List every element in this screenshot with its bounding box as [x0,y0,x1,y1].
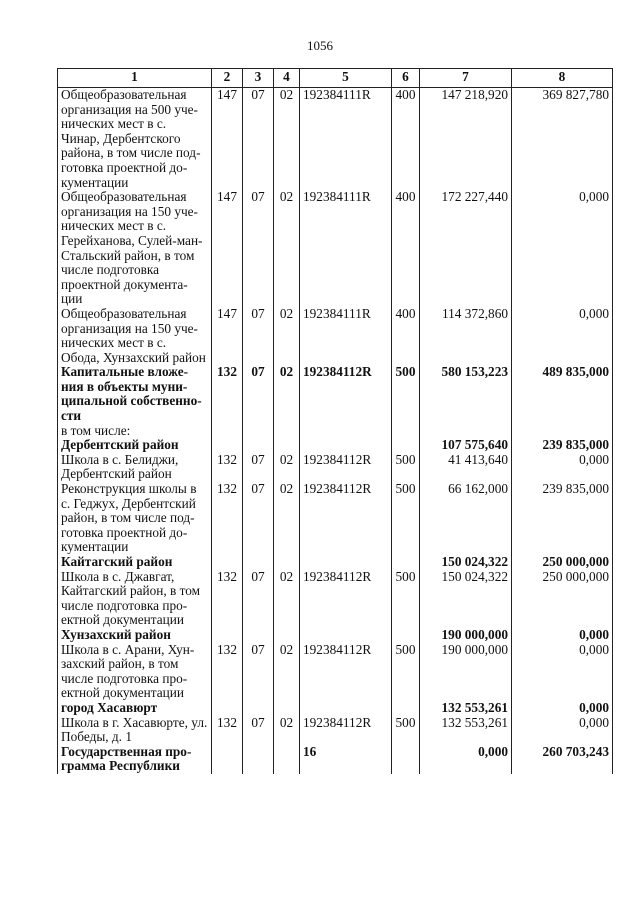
row-amount-8: 239 835,000 [512,482,613,555]
row-description: Школа в г. Хасавюрте, ул. Победы, д. 1 [58,716,212,745]
row-amount-8: 0,000 [512,643,613,701]
row-code-5: 192384112R [300,716,392,745]
table-row [58,716,613,745]
row-amount-7: 0,000 [420,745,512,774]
column-header: 4 [274,69,300,88]
row-code-6 [392,745,420,774]
row-code-6: 500 [392,643,420,701]
column-header: 6 [392,69,420,88]
row-code-5: 16 [300,745,392,774]
row-description: Дербентский район [58,438,212,453]
column-header: 1 [58,69,212,88]
row-code-3 [243,701,274,716]
row-code-3: 07 [243,482,274,555]
table-row [58,482,613,555]
row-code-6 [392,438,420,453]
row-amount-8: 369 827,780 [512,88,613,191]
row-code-2 [212,701,243,716]
row-amount-7: 580 153,223 [420,365,512,423]
row-code-6 [392,701,420,716]
row-code-5 [300,424,392,439]
row-description: Кайтагский район [58,555,212,570]
row-code-3: 07 [243,716,274,745]
column-header: 7 [420,69,512,88]
row-code-6: 400 [392,190,420,307]
row-code-3: 07 [243,453,274,482]
table-row [58,643,613,701]
row-amount-8 [512,424,613,439]
row-amount-7: 107 575,640 [420,438,512,453]
table-row [58,424,613,439]
table-row [58,190,613,307]
row-description: город Хасавюрт [58,701,212,716]
row-code-2: 147 [212,190,243,307]
row-description: Капитальные вложе-ния в объекты муни-ципальной собственно-сти [58,365,212,423]
row-code-4 [274,438,300,453]
row-amount-8: 0,000 [512,716,613,745]
row-description: Школа в с. Белиджи, Дербентский район [58,453,212,482]
row-code-2: 132 [212,482,243,555]
row-code-3: 07 [243,365,274,423]
row-description: Реконструкция школы в с. Геджух, Дербентский район, в том числе под-готовка проектной до-кументации [58,482,212,555]
row-amount-7: 172 227,440 [420,190,512,307]
row-code-5 [300,701,392,716]
row-code-5: 192384111R [300,88,392,191]
table-row [58,438,613,453]
row-amount-7: 66 162,000 [420,482,512,555]
table-row [58,628,613,643]
row-amount-8: 0,000 [512,190,613,307]
column-number-row [58,69,613,88]
row-code-6: 500 [392,365,420,423]
row-amount-7: 132 553,261 [420,716,512,745]
row-code-3: 07 [243,190,274,307]
row-code-5: 192384112R [300,570,392,628]
row-code-4: 02 [274,365,300,423]
row-amount-7: 190 000,000 [420,628,512,643]
row-code-4: 02 [274,482,300,555]
row-description: Общеобразовательная организация на 150 уче-нических мест в с. Герейханова, Сулей-ман-Стальский район, в том числе подготовка проектной документа-ции [58,190,212,307]
row-code-3 [243,628,274,643]
row-code-2: 132 [212,643,243,701]
row-amount-7: 147 218,920 [420,88,512,191]
table-row [58,453,613,482]
table-row [58,555,613,570]
row-code-2 [212,745,243,774]
row-code-3 [243,555,274,570]
row-code-3 [243,745,274,774]
row-code-4: 02 [274,88,300,191]
row-code-4: 02 [274,570,300,628]
row-amount-8: 239 835,000 [512,438,613,453]
row-description: Государственная про-грамма Республики [58,745,212,774]
row-code-4: 02 [274,190,300,307]
row-code-2: 147 [212,307,243,365]
row-code-4 [274,424,300,439]
row-code-6: 500 [392,453,420,482]
row-amount-8: 0,000 [512,701,613,716]
row-amount-7: 114 372,860 [420,307,512,365]
table-row [58,570,613,628]
table-row [58,745,613,774]
row-code-2: 132 [212,716,243,745]
row-code-5: 192384111R [300,190,392,307]
row-code-2 [212,424,243,439]
row-code-4: 02 [274,643,300,701]
table-row [58,307,613,365]
row-code-6: 400 [392,88,420,191]
row-amount-8: 0,000 [512,628,613,643]
row-amount-8: 250 000,000 [512,555,613,570]
row-code-5 [300,555,392,570]
row-amount-8: 0,000 [512,307,613,365]
column-header: 2 [212,69,243,88]
row-amount-7: 150 024,322 [420,555,512,570]
table-row [58,365,613,423]
column-header: 8 [512,69,613,88]
row-description: Общеобразовательная организация на 150 уче-нических мест в с. Обода, Хунзахский район [58,307,212,365]
row-amount-8: 0,000 [512,453,613,482]
row-description: в том числе: [58,424,212,439]
row-code-4: 02 [274,307,300,365]
row-code-2: 132 [212,570,243,628]
row-code-4 [274,555,300,570]
row-description: Общеобразовательная организация на 500 уче-нических мест в с. Чинар, Дербентского района, в том числе под-готовка проектной до-кументации [58,88,212,191]
row-amount-8: 250 000,000 [512,570,613,628]
row-code-4 [274,628,300,643]
row-code-5: 192384112R [300,643,392,701]
row-code-5: 192384112R [300,453,392,482]
row-code-5: 192384112R [300,365,392,423]
row-code-4: 02 [274,716,300,745]
budget-table [57,68,613,774]
row-code-6: 500 [392,570,420,628]
table-row [58,88,613,191]
row-code-2 [212,555,243,570]
row-amount-8: 260 703,243 [512,745,613,774]
row-code-2 [212,438,243,453]
row-code-3: 07 [243,307,274,365]
row-code-2: 132 [212,453,243,482]
row-code-6 [392,555,420,570]
row-code-4 [274,701,300,716]
row-code-5: 192384112R [300,482,392,555]
table-body [58,88,613,774]
row-code-3: 07 [243,643,274,701]
row-code-6 [392,424,420,439]
row-amount-7: 190 000,000 [420,643,512,701]
row-amount-8: 489 835,000 [512,365,613,423]
row-amount-7: 150 024,322 [420,570,512,628]
page-number: 1056 [307,38,333,53]
row-amount-7: 41 413,640 [420,453,512,482]
row-description: Хунзахский район [58,628,212,643]
row-code-6 [392,628,420,643]
row-code-3: 07 [243,88,274,191]
row-code-5 [300,438,392,453]
row-code-5: 192384111R [300,307,392,365]
row-code-5 [300,628,392,643]
row-code-4: 02 [274,453,300,482]
row-code-3 [243,424,274,439]
row-code-2: 132 [212,365,243,423]
column-header: 3 [243,69,274,88]
row-amount-7 [420,424,512,439]
row-code-3 [243,438,274,453]
row-code-6: 500 [392,716,420,745]
table-row [58,701,613,716]
row-description: Школа в с. Джавгат, Кайтагский район, в том числе подготовка про-ектной документации [58,570,212,628]
column-header: 5 [300,69,392,88]
row-code-6: 400 [392,307,420,365]
row-code-4 [274,745,300,774]
row-code-2: 147 [212,88,243,191]
row-amount-7: 132 553,261 [420,701,512,716]
row-code-2 [212,628,243,643]
row-code-3: 07 [243,570,274,628]
row-code-6: 500 [392,482,420,555]
row-description: Школа в с. Арани, Хун-захский район, в том числе подготовка про-ектной документации [58,643,212,701]
